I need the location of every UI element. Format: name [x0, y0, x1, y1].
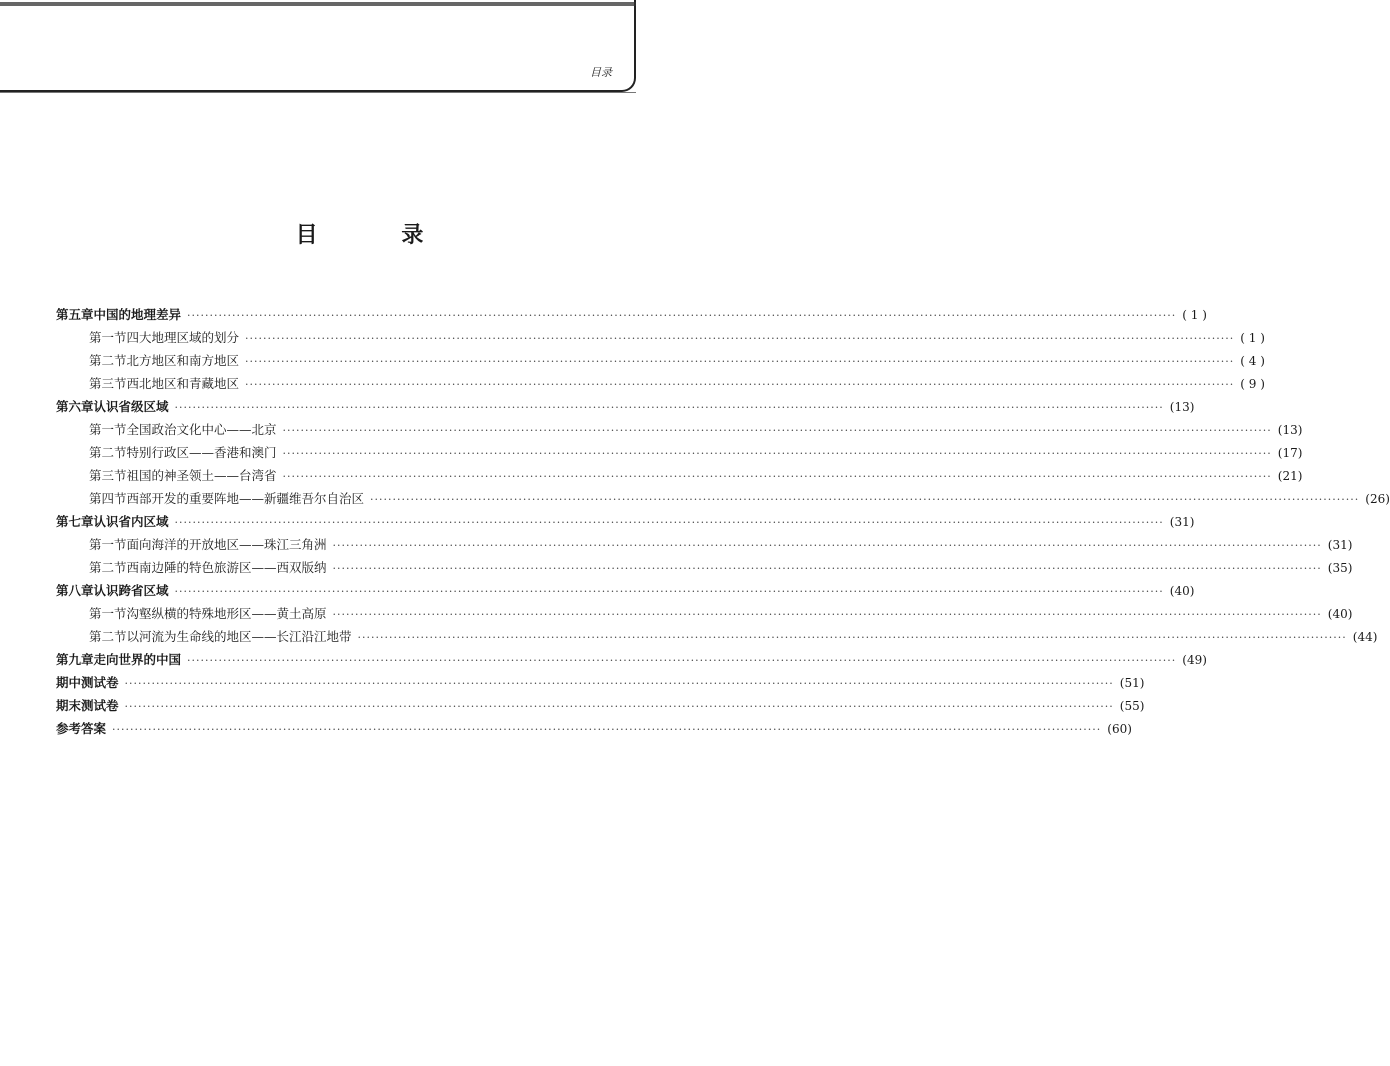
toc-dot-leader: ···························································································································································································································· — [282, 424, 1272, 437]
toc-entry-title: 走向世界的中国 — [93, 652, 182, 667]
toc-entry-title: 认识跨省区域 — [93, 583, 169, 598]
toc-page-number: (13) — [1169, 400, 1195, 414]
toc-entry-number: 第五章 — [56, 307, 94, 322]
toc-section-row[interactable] — [56, 489, 1390, 512]
toc-page-number: (21) — [1277, 469, 1303, 483]
toc-entry-title: 沟壑纵横的特殊地形区——黄土高原 — [126, 606, 327, 621]
toc-dot-leader: ···························································································································································································································· — [332, 608, 1322, 621]
toc-dot-leader: ···························································································································································································································· — [124, 700, 1114, 713]
toc-page-number: ( 1 ) — [1240, 331, 1265, 345]
toc-entry-number: 第一节 — [89, 537, 127, 552]
toc-chapter-row[interactable] — [56, 673, 1145, 696]
toc-section-row[interactable] — [56, 535, 1353, 558]
toc-entry-number: 第二节 — [89, 445, 127, 460]
table-of-contents — [56, 305, 1390, 742]
toc-section-row[interactable] — [56, 604, 1353, 627]
toc-entry-title: 祖国的神圣领土——台湾省 — [126, 468, 277, 483]
toc-page-number: (31) — [1327, 538, 1353, 552]
toc-dot-leader: ···························································································································································································································· — [174, 401, 1164, 414]
toc-entry-number: 第七章 — [56, 514, 94, 529]
toc-entry-number: 第一节 — [89, 330, 127, 345]
toc-page-number: (35) — [1327, 561, 1353, 575]
toc-section-row[interactable] — [56, 466, 1303, 489]
toc-dot-leader: ···························································································································································································································· — [245, 378, 1235, 391]
header-bottom-rule — [0, 92, 636, 93]
toc-entry-title: 全国政治文化中心——北京 — [126, 422, 277, 437]
toc-entry-number: 第三节 — [89, 468, 127, 483]
toc-entry-title: 认识省级区域 — [93, 399, 169, 414]
toc-dot-leader: ···························································································································································································································· — [332, 562, 1322, 575]
toc-page-number: (60) — [1107, 722, 1132, 736]
toc-dot-leader: ···························································································································································································································· — [282, 447, 1272, 460]
toc-page-number: ( 9 ) — [1240, 377, 1265, 391]
toc-dot-leader: ···························································································································································································································· — [282, 470, 1272, 483]
toc-chapter-row[interactable] — [56, 397, 1195, 420]
page-title: 目 录 — [295, 223, 462, 248]
toc-entry-number: 第六章 — [56, 399, 94, 414]
toc-chapter-row[interactable] — [56, 305, 1207, 328]
toc-page-number: (51) — [1119, 676, 1145, 690]
toc-dot-leader: ···························································································································································································································· — [332, 539, 1322, 552]
header-frame — [0, 0, 636, 92]
toc-chapter-row[interactable] — [56, 650, 1207, 673]
toc-page-number: (40) — [1327, 607, 1353, 621]
toc-dot-leader: ···························································································································································································································· — [245, 355, 1235, 368]
toc-page-number: ( 1 ) — [1182, 308, 1207, 322]
toc-entry-number: 第一节 — [89, 422, 127, 437]
toc-entry-number: 第二节 — [89, 353, 127, 368]
toc-section-row[interactable] — [56, 627, 1378, 650]
toc-section-row[interactable] — [56, 351, 1265, 374]
toc-page-number: (26) — [1365, 492, 1390, 506]
toc-chapter-row[interactable] — [56, 696, 1145, 719]
toc-dot-leader: ···························································································································································································································· — [357, 631, 1347, 644]
toc-entry-number: 第四节 — [89, 491, 127, 506]
toc-section-row[interactable] — [56, 420, 1303, 443]
toc-dot-leader: ···························································································································································································································· — [370, 493, 1360, 506]
toc-section-row[interactable] — [56, 558, 1353, 581]
toc-page-number: (13) — [1277, 423, 1303, 437]
toc-page-number: (55) — [1119, 699, 1145, 713]
toc-entry-number: 第三节 — [89, 376, 127, 391]
toc-page-number: (31) — [1169, 515, 1195, 529]
toc-page-number: (49) — [1182, 653, 1207, 667]
toc-entry-title: 西北地区和青藏地区 — [126, 376, 240, 391]
toc-section-row[interactable] — [56, 374, 1265, 397]
toc-entry-number: 第九章 — [56, 652, 94, 667]
toc-page-number: (40) — [1169, 584, 1195, 598]
toc-dot-leader: ···························································································································································································································· — [174, 516, 1164, 529]
toc-entry-title: 认识省内区域 — [93, 514, 169, 529]
toc-entry-title: 北方地区和南方地区 — [126, 353, 240, 368]
toc-page-number: (17) — [1277, 446, 1303, 460]
toc-chapter-row[interactable] — [56, 719, 1132, 742]
toc-section-row[interactable] — [56, 328, 1265, 351]
toc-dot-leader: ···························································································································································································································· — [174, 585, 1164, 598]
toc-dot-leader: ···························································································································································································································· — [187, 309, 1177, 322]
toc-dot-leader: ···························································································································································································································· — [245, 332, 1235, 345]
toc-entry-number: 第八章 — [56, 583, 94, 598]
toc-entry-number: 第一节 — [89, 606, 127, 621]
toc-entry-number: 第二节 — [89, 560, 127, 575]
toc-chapter-row[interactable] — [56, 512, 1195, 535]
toc-entry-title: 中国的地理差异 — [93, 307, 182, 322]
toc-section-row[interactable] — [56, 443, 1303, 466]
running-head: 目录 — [590, 66, 612, 79]
toc-entry-title: 西南边陲的特色旅游区——西双版纳 — [126, 560, 327, 575]
toc-entry-number: 第二节 — [89, 629, 127, 644]
toc-entry-title: 特别行政区——香港和澳门 — [126, 445, 277, 460]
toc-chapter-row[interactable] — [56, 581, 1195, 604]
toc-entry-title: 西部开发的重要阵地——新疆维吾尔自治区 — [126, 491, 365, 506]
toc-page-number: ( 4 ) — [1240, 354, 1265, 368]
header-top-rule — [0, 2, 636, 6]
toc-dot-leader: ···························································································································································································································· — [124, 677, 1114, 690]
toc-entry-title: 期末测试卷 — [56, 698, 119, 713]
toc-entry-title: 面向海洋的开放地区——珠江三角洲 — [126, 537, 327, 552]
toc-entry-title: 以河流为生命线的地区——长江沿江地带 — [126, 629, 352, 644]
toc-entry-title: 期中测试卷 — [56, 675, 119, 690]
toc-entry-title: 四大地理区域的划分 — [126, 330, 240, 345]
toc-dot-leader: ···························································································································································································································· — [112, 723, 1102, 736]
toc-entry-title: 参考答案 — [56, 721, 107, 736]
toc-dot-leader: ···························································································································································································································· — [187, 654, 1177, 667]
toc-page-number: (44) — [1352, 630, 1378, 644]
